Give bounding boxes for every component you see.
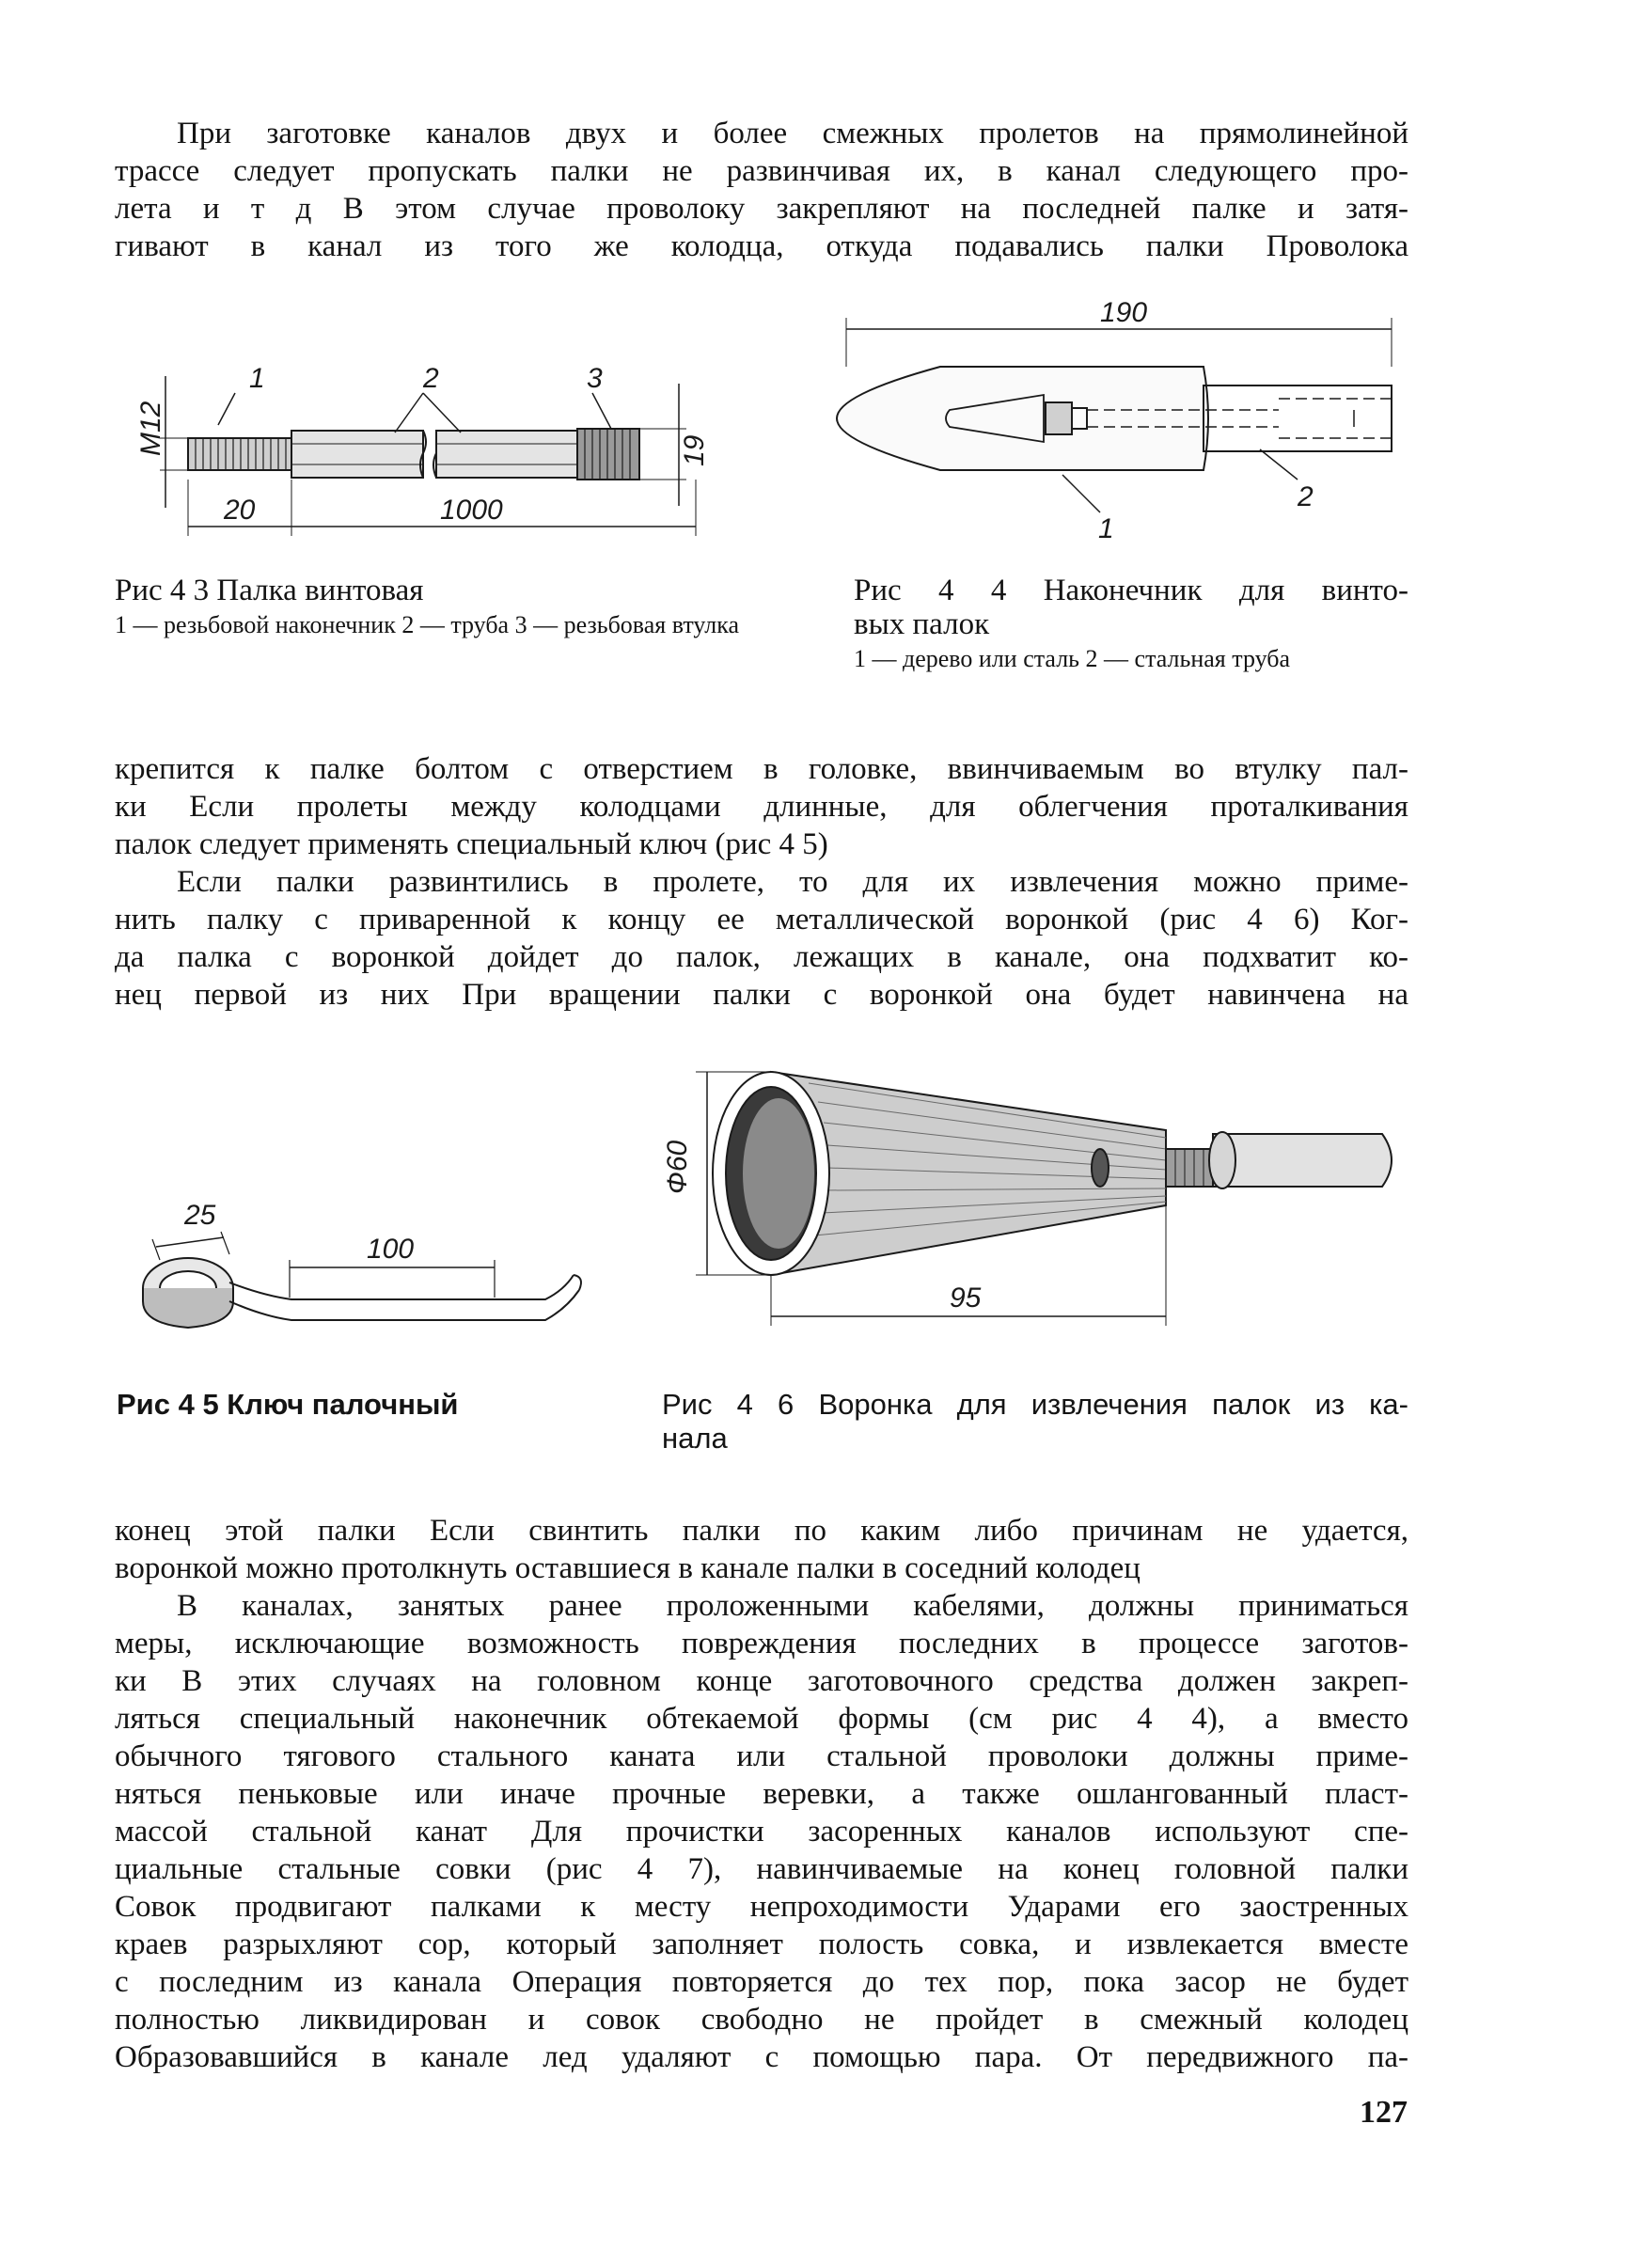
text-line: циальные стальные совки (рис 4 7), навинчиваемые на конец головной палки [115, 1852, 1408, 1886]
text-line: Образовавшийся в канале лед удаляют с помощью пара. От передвижного па- [115, 2040, 1408, 2074]
fig43-label-1: 1 [249, 363, 265, 394]
fig44-length-label: 190 [1100, 297, 1148, 328]
fig44-label-1: 1 [1098, 513, 1114, 544]
text-line: В каналах, занятых ранее проложенными кабелями, должны приниматься [177, 1589, 1408, 1623]
figure-4-5-rod-key [132, 1185, 602, 1354]
text-line: нить палку с приваренной к концу ее металлической воронкой (рис 4 6) Ког- [115, 903, 1408, 936]
text-line: воронкой можно протолкнуть оставшиеся в канале палки в соседний колодец [115, 1551, 1141, 1585]
fig43-pipe-length-label: 1000 [440, 495, 503, 526]
fig45-caption-title: Рис 4 5 Ключ палочный [117, 1388, 459, 1421]
text-line: с последним из канала Операция повторяется до тех пор, пока засор не будет [115, 1965, 1408, 1999]
fig43-label-3: 3 [587, 363, 603, 394]
fig44-label-2: 2 [1298, 481, 1314, 512]
text-line: меры, исключающие возможность повреждения последних в процессе заготов- [115, 1627, 1408, 1660]
figure-4-6-funnel [639, 1044, 1410, 1345]
fig44-caption-title-line2: вых палок [854, 607, 990, 641]
fig45-ring-label: 25 [184, 1200, 216, 1231]
fig43-caption-legend: 1 — резьбовой наконечник 2 — труба 3 — резьбовая втулка [115, 611, 740, 638]
text-block-top [115, 115, 1408, 265]
fig43-tip-length-label: 20 [224, 495, 256, 526]
figure-4-4-tip [827, 291, 1410, 555]
figure-4-6-caption [662, 1388, 1408, 1455]
figure-4-3-screw-rod [135, 338, 762, 555]
text-line: да палка с воронкой дойдет до палок, лежащих в канале, она подхватит ко- [115, 940, 1408, 974]
text-line: лета и т д В этом случае проволоку закрепляют на последней палке и затя- [115, 192, 1408, 226]
fig46-caption-line2: нала [662, 1422, 728, 1455]
figure-4-4-caption [854, 574, 1408, 673]
fig43-caption-title: Рис 4 3 Палка винтовая [115, 574, 424, 607]
screw-rod-drawing [135, 338, 762, 555]
text-line: ки В этих случаях на головном конце заготовочного средства должен закреп- [115, 1664, 1408, 1698]
text-block-bottom [115, 1512, 1408, 2076]
text-line: При заготовке каналов двух и более смежных пролетов на прямолинейной [177, 117, 1408, 150]
text-line: палок следует применять специальный ключ (рис 4 5) [115, 827, 828, 861]
text-line: обычного тягового стального каната или стальной проволоки должны приме- [115, 1739, 1408, 1773]
fig43-label-2: 2 [423, 363, 439, 394]
rod-key-drawing [132, 1185, 602, 1354]
text-line: Если палки развинтились в пролете, то для их извлечения можно приме- [177, 865, 1408, 899]
fig43-diameter-label: 19 [679, 434, 710, 466]
text-line: гивают в канал из того же колодца, откуда подавались палки Проволока [115, 229, 1408, 263]
figure-4-5-caption [117, 1388, 606, 1422]
fig46-length-label: 95 [950, 1282, 982, 1314]
text-block-middle [115, 750, 1408, 1014]
figure-4-3-caption [115, 574, 754, 639]
funnel-drawing [639, 1044, 1410, 1345]
text-line: массой стальной канат Для прочистки засоренных каналов используют спе- [115, 1815, 1408, 1849]
text-line: Совок продвигают палками к месту непроходимости Ударами его заостренных [115, 1890, 1408, 1924]
fig44-caption-legend: 1 — дерево или сталь 2 — стальная труба [854, 645, 1291, 672]
text-line: ки Если пролеты между колодцами длинные, для облегчения проталкивания [115, 790, 1408, 824]
fig45-length-label: 100 [367, 1234, 415, 1265]
fig46-caption-line1: Рис 4 6 Воронка для извлечения палок из ка- [662, 1388, 1408, 1421]
fig44-caption-title-line1: Рис 4 4 Наконечник для винто- [854, 574, 1408, 607]
text-line: крепится к палке болтом с отверстием в головке, ввинчиваемым во втулку пал- [115, 752, 1408, 786]
text-line: полностью ликвидирован и совок свободно не пройдет в смежный колодец [115, 2003, 1408, 2037]
text-line: конец этой палки Если свинтить палки по каким либо причинам не удается, [115, 1514, 1408, 1548]
fig46-diameter-label: Ф60 [662, 1140, 693, 1194]
text-line: краев разрыхляют сор, который заполняет полость совка, и извлекается вместе [115, 1927, 1408, 1961]
text-line: ляться специальный наконечник обтекаемой формы (см рис 4 4), а вместо [115, 1702, 1408, 1736]
fig43-thread-label: M12 [135, 401, 166, 456]
text-line: няться пеньковые или иначе прочные веревки, а также ошлангованный пласт- [115, 1777, 1408, 1811]
page-number: 127 [1360, 2095, 1408, 2130]
text-line: трассе следует пропускать палки не развинчивая их, в канал следующего про- [115, 154, 1408, 188]
text-line: нец первой из них При вращении палки с воронкой она будет навинчена на [115, 978, 1408, 1012]
tip-drawing [827, 291, 1410, 555]
